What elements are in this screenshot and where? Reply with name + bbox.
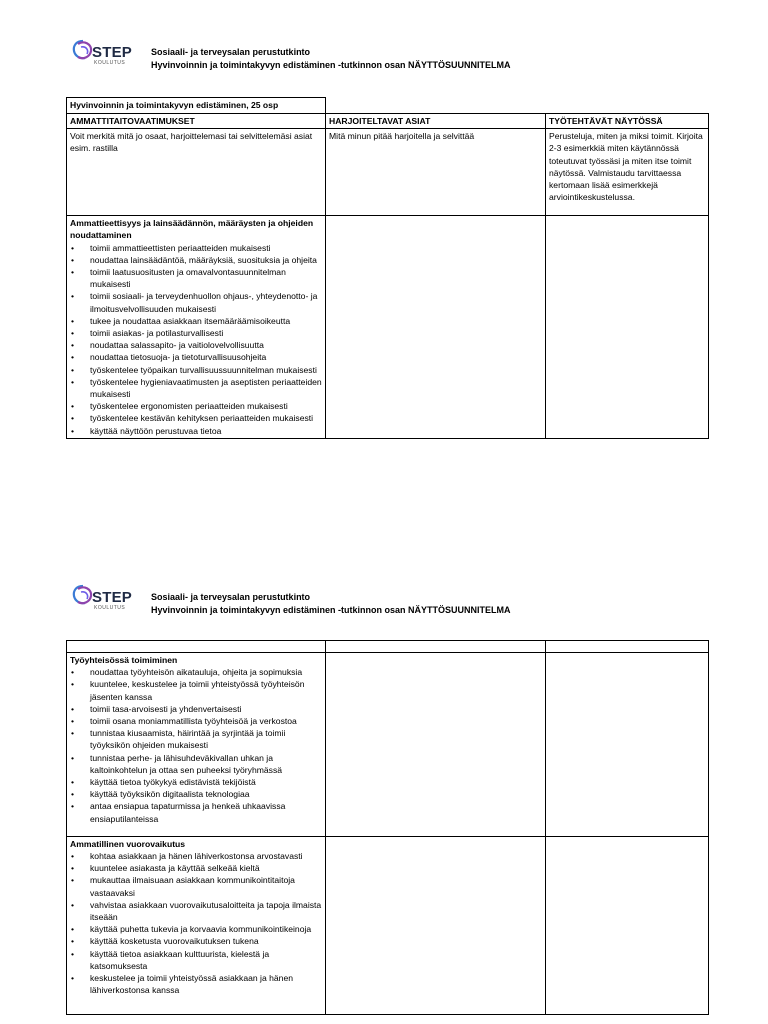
section-cell bbox=[67, 653, 326, 837]
list-item: • noudattaa työyhteisön aikatauluja, ohjeita ja sopimuksia bbox=[70, 666, 322, 678]
table-row bbox=[67, 836, 709, 1014]
requirement-list bbox=[70, 666, 322, 825]
practice-cell[interactable] bbox=[326, 836, 546, 1014]
practice-cell[interactable] bbox=[326, 653, 546, 837]
instruction-tasks: Perusteluja, miten ja miksi toimit. Kirjoita 2-3 esimerkkiä miten käytännössä toteutuvat työssäsi ja miten itse toimit näytössä. Valmistaudu tarvittaessa kertomaan lisää esimerkkejä arviointikeskustelussa. bbox=[546, 129, 709, 216]
tasks-cell[interactable] bbox=[546, 216, 709, 439]
empty-header-cell bbox=[67, 641, 326, 653]
list-item: • toimii laatusuositusten ja omavalvontasuunnitelman mukaisesti bbox=[70, 266, 322, 290]
list-item: • noudattaa lainsäädäntöä, määräyksiä, suosituksia ja ohjeita bbox=[70, 254, 322, 266]
instruction-row bbox=[67, 129, 709, 216]
table-header-row bbox=[67, 114, 709, 129]
list-item: • kuuntelee, keskustelee ja toimii yhteistyössä työyhteisön jäsenten kanssa bbox=[70, 678, 322, 702]
list-item: • toimii ammattieettisten periaatteiden mukaisesti bbox=[70, 242, 322, 254]
plan-table-2 bbox=[66, 640, 709, 1015]
list-item: • toimii sosiaali- ja terveydenhuollon ohjaus-, yhteydenotto- ja ilmoitusvelvollisuuden mukaisesti bbox=[70, 290, 322, 314]
list-item: • käyttää tietoa asiakkaan kulttuurista, kielestä ja katsomuksesta bbox=[70, 948, 322, 972]
table-header-row bbox=[67, 641, 709, 653]
tasks-cell[interactable] bbox=[546, 836, 709, 1014]
column-header-requirements: AMMATTITAITOVAATIMUKSET bbox=[67, 114, 326, 129]
list-item: • työskentelee työpaikan turvallisuussuunnitelman mukaisesti bbox=[70, 364, 322, 376]
list-item: • tunnistaa kiusaamista, häirintää ja syrjintää ja toimii työyksikön ohjeiden mukaisesti bbox=[70, 727, 322, 751]
logo-text: STEP bbox=[92, 589, 132, 606]
list-item: • toimii osana moniammatillista työyhteisöä ja verkostoa bbox=[70, 715, 322, 727]
page-header bbox=[70, 36, 710, 76]
table-row bbox=[67, 216, 709, 439]
section-cell bbox=[67, 836, 326, 1014]
section-title: Työyhteisössä toimiminen bbox=[70, 655, 178, 665]
list-item: • toimii tasa-arvoisesti ja yhdenvertaisesti bbox=[70, 703, 322, 715]
section-title: Ammattieettisyys ja lainsäädännön, määräysten ja ohjeiden noudattaminen bbox=[70, 218, 314, 241]
list-item: • toimii asiakas- ja potilasturvallisesti bbox=[70, 327, 322, 339]
header-title-line-1: Sosiaali- ja terveysalan perustutkinto bbox=[151, 592, 311, 602]
step-logo bbox=[70, 581, 150, 621]
list-item: • työskentelee kestävän kehityksen periaatteiden mukaisesti bbox=[70, 412, 322, 424]
section-title: Ammatillinen vuorovaikutus bbox=[70, 838, 186, 849]
list-item: • käyttää työyksikön digitaalista teknologiaa bbox=[70, 788, 322, 800]
logo-text: STEP bbox=[92, 44, 132, 61]
list-item: • tunnistaa perhe- ja lähisuhdeväkivallan uhkan ja kaltoinkohtelun ja ottaa sen puheeksi työryhmässä bbox=[70, 752, 322, 776]
tasks-cell[interactable] bbox=[546, 653, 709, 837]
list-item: • kohtaa asiakkaan ja hänen lähiverkostonsa arvostavasti bbox=[70, 850, 322, 862]
unit-title: Hyvinvoinnin ja toimintakyvyn edistäminen, 25 osp bbox=[66, 97, 326, 114]
list-item: • käyttää puhetta tukevia ja korvaavia kommunikointikeinoja bbox=[70, 923, 322, 935]
list-item: • keskustelee ja toimii yhteistyössä asiakkaan ja hänen lähiverkostonsa kanssa bbox=[70, 972, 322, 996]
empty-header-cell bbox=[326, 641, 546, 653]
logo-subtext: KOULUTUS bbox=[94, 605, 126, 611]
header-title-line-1: Sosiaali- ja terveysalan perustutkinto bbox=[151, 47, 311, 57]
table-row bbox=[67, 653, 709, 837]
list-item: • tukee ja noudattaa asiakkaan itsemääräämisoikeutta bbox=[70, 315, 322, 327]
logo-subtext: KOULUTUS bbox=[94, 60, 126, 66]
list-item: • mukauttaa ilmaisuaan asiakkaan kommunikointitaitoja vastaavaksi bbox=[70, 874, 322, 898]
column-header-tasks: TYÖTEHTÄVÄT NÄYTÖSSÄ bbox=[546, 114, 709, 129]
requirement-list bbox=[70, 850, 322, 996]
step-logo bbox=[70, 36, 150, 76]
practice-cell[interactable] bbox=[326, 216, 546, 439]
requirement-list bbox=[70, 242, 322, 437]
list-item: • kuuntelee asiakasta ja käyttää selkeää kieltä bbox=[70, 862, 322, 874]
list-item: • käyttää näyttöön perustuvaa tietoa bbox=[70, 425, 322, 437]
header-title-line-2: Hyvinvoinnin ja toimintakyvyn edistäminen -tutkinnon osan NÄYTTÖSUUNNITELMA bbox=[151, 605, 511, 615]
list-item: • työskentelee ergonomisten periaatteiden mukaisesti bbox=[70, 400, 322, 412]
empty-header-cell bbox=[546, 641, 709, 653]
list-item: • käyttää kosketusta vuorovaikutuksen tukena bbox=[70, 935, 322, 947]
page-header bbox=[70, 581, 710, 621]
column-header-practice: HARJOITELTAVAT ASIAT bbox=[326, 114, 546, 129]
list-item: • antaa ensiapua tapaturmissa ja henkeä uhkaavissa ensiaputilanteissa bbox=[70, 800, 322, 824]
instruction-requirements: Voit merkitä mitä jo osaat, harjoittelemasi tai selvittelemäsi asiat esim. rastilla bbox=[67, 129, 326, 216]
list-item: • työskentelee hygieniavaatimusten ja aseptisten periaatteiden mukaisesti bbox=[70, 376, 322, 400]
instruction-practice: Mitä minun pitää harjoitella ja selvittää bbox=[326, 129, 546, 216]
list-item: • noudattaa tietosuoja- ja tietoturvallisuusohjeita bbox=[70, 351, 322, 363]
list-item: • vahvistaa asiakkaan vuorovaikutusaloitteita ja tapoja ilmaista itseään bbox=[70, 899, 322, 923]
plan-table-1 bbox=[66, 113, 709, 439]
header-title-line-2: Hyvinvoinnin ja toimintakyvyn edistäminen -tutkinnon osan NÄYTTÖSUUNNITELMA bbox=[151, 60, 511, 70]
section-cell bbox=[67, 216, 326, 439]
list-item: • käyttää tietoa työkykyä edistävistä tekijöistä bbox=[70, 776, 322, 788]
list-item: • noudattaa salassapito- ja vaitiolovelvollisuutta bbox=[70, 339, 322, 351]
